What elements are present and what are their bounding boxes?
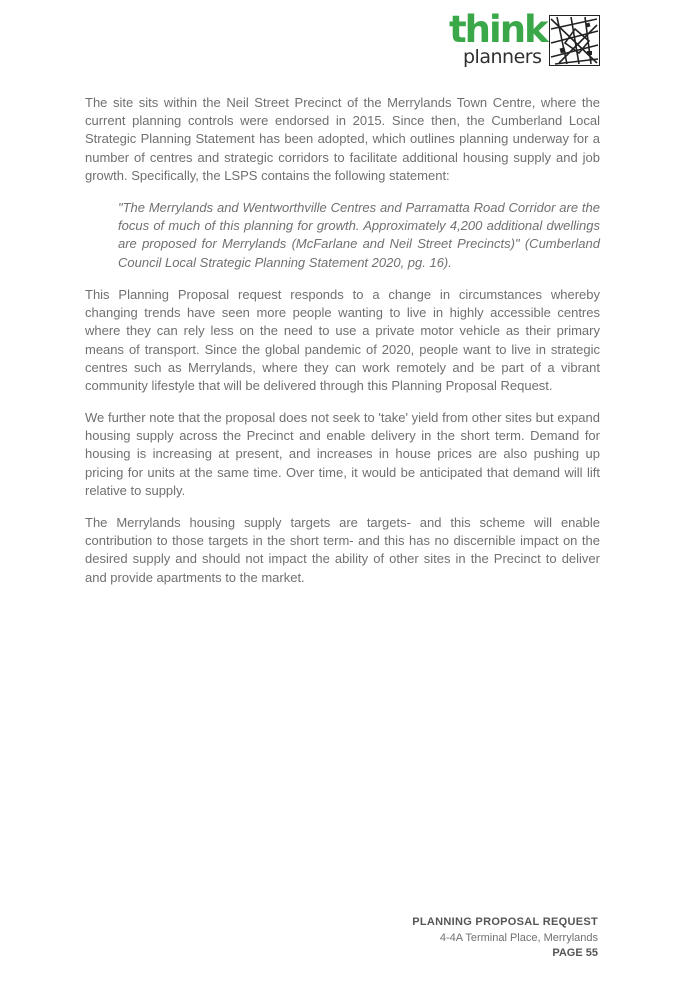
logo-think-text: think (449, 8, 547, 51)
logo-planners-text: planners (463, 46, 542, 68)
body-paragraph: We further note that the proposal does not seek to 'take' yield from other sites but expand housing supply across the Precinct and enable delivery in the short term. Demand for housing is increasing at present, and increases in house prices are also pushing up pricing for units at the same time. Over time, it would be anticipated that demand will lift relative to supply. (85, 410, 600, 498)
think-planners-logo (449, 8, 601, 68)
page-number: PAGE 55 (552, 947, 598, 959)
body-paragraph: This Planning Proposal request responds to a change in circumstances whereby changing trends have seen more people wanting to live in highly accessible centres where they can rely less on the need to use a private motor vehicle as their primary means of transport. Since the global pandemic of 2020, people want to live in strategic centres such as Merrylands, where they can work remotely and be part of a vibrant community lifestyle that will be delivered through this Planning Proposal Request. (85, 287, 600, 394)
lsps-quote: "The Merrylands and Wentworthville Centres and Parramatta Road Corridor are the focus of much of this planning for growth. Approximately 4,200 additional dwellings are proposed for Merrylands (McFarlane and Neil Street Precincts)" (Cumberland Council Local Strategic Planning Statement 2020, pg. 16). (118, 200, 600, 270)
body-paragraph: The Merrylands housing supply targets are targets- and this scheme will enable contribution to those targets in the short term- and this has no discernible impact on the desired supply and should not impact the ability of other sites in the Precinct to deliver and provide apartments to the market. (85, 515, 600, 585)
city-map-grid-icon (549, 15, 600, 66)
footer-address: 4-4A Terminal Place, Merrylands (439, 932, 598, 944)
body-paragraph: The site sits within the Neil Street Precinct of the Merrylands Town Centre, where the current planning controls were endorsed in 2015. Since then, the Cumberland Local Strategic Planning Statement has been adopted, which outlines planning underway for a number of centres and strategic corridors to facilitate additional housing supply and job growth. Specifically, the LSPS contains the following statement: (85, 95, 600, 183)
footer-document-title: PLANNING PROPOSAL REQUEST (412, 916, 598, 928)
